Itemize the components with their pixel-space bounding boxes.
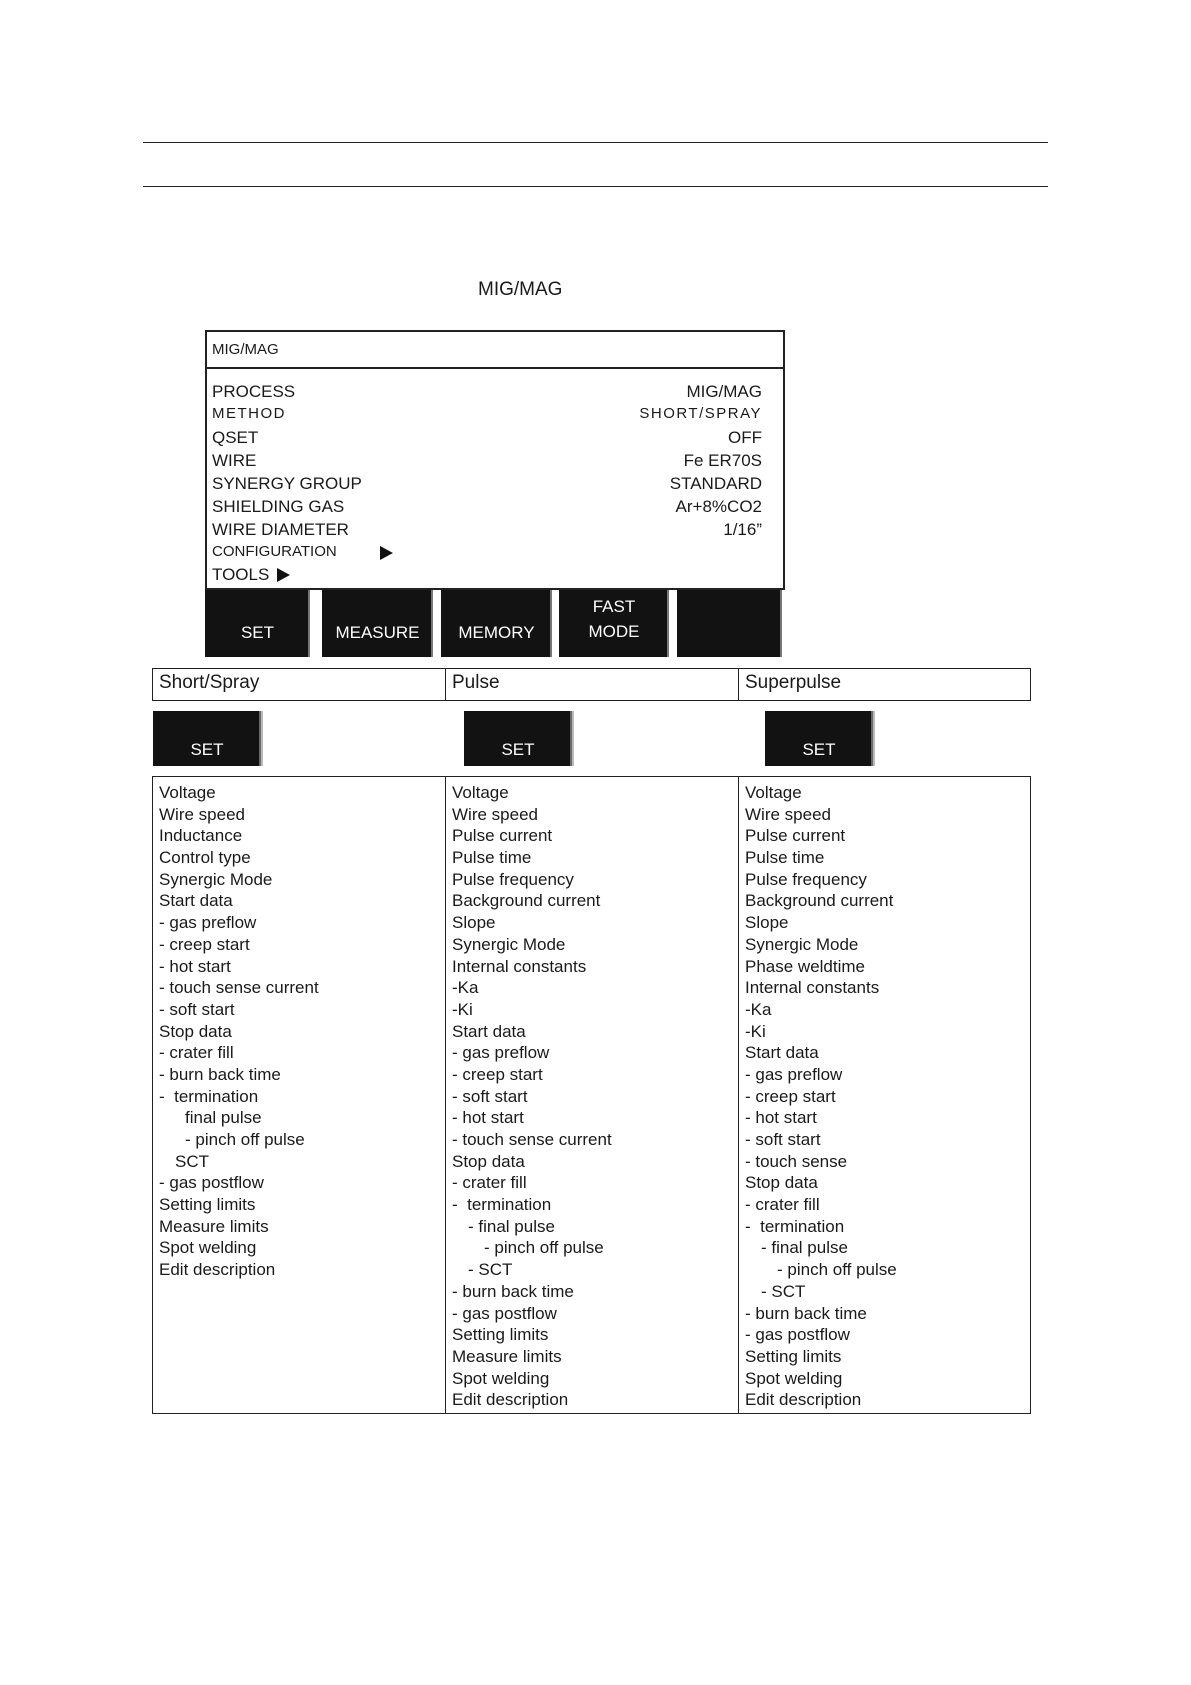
- parameter-item: Spot welding: [159, 1238, 257, 1258]
- set-button-superpulse[interactable]: [765, 711, 873, 766]
- menu-value: OFF: [728, 428, 762, 447]
- parameter-item: - burn back time: [745, 1303, 867, 1323]
- parameter-item: Synergic Mode: [745, 934, 859, 954]
- menu-row-qset[interactable]: [212, 428, 762, 450]
- parameter-item: - touch sense current: [159, 978, 319, 998]
- method-superpulse: Superpulse: [745, 672, 842, 693]
- memory-softkey[interactable]: [441, 590, 555, 657]
- menu-label: METHOD: [212, 405, 286, 422]
- parameter-item: - gas postflow: [745, 1325, 850, 1345]
- parameter-item: -Ki: [745, 1021, 766, 1041]
- parameter-item: Stop data: [452, 1151, 525, 1171]
- parameter-item: Edit description: [159, 1260, 276, 1280]
- parameter-item: Voltage: [452, 783, 509, 802]
- parameter-item: - hot start: [745, 1108, 817, 1128]
- parameter-item: Control type: [159, 848, 251, 868]
- method-header-row: [152, 668, 1031, 701]
- parameter-item: Measure limits: [159, 1216, 269, 1236]
- parameter-item: Edit description: [745, 1390, 862, 1410]
- parameter-item: Stop data: [159, 1021, 232, 1041]
- parameter-item: - burn back time: [159, 1064, 281, 1084]
- panel-header: MIG/MAG: [207, 332, 783, 369]
- parameter-item: - termination: [745, 1216, 845, 1236]
- set-softkey[interactable]: [205, 590, 313, 657]
- parameter-item: - creep start: [452, 1064, 543, 1084]
- parameter-item: - crater fill: [159, 1043, 234, 1063]
- parameter-item: - soft start: [452, 1086, 528, 1106]
- parameter-item: - burn back time: [452, 1281, 574, 1301]
- softkey-label: MEMORY: [458, 623, 535, 642]
- parameter-item: Synergic Mode: [159, 869, 273, 889]
- parameter-item: - final pulse: [761, 1238, 848, 1258]
- menu-value: SHORT/SPRAY: [639, 405, 762, 422]
- parameter-item: Inductance: [159, 826, 243, 846]
- parameter-item: - pinch off pulse: [484, 1238, 604, 1258]
- parameter-item: - termination: [159, 1086, 259, 1106]
- parameter-item: Start data: [745, 1043, 819, 1063]
- top-rule-1: [143, 142, 1048, 143]
- parameter-item: - touch sense current: [452, 1130, 612, 1149]
- parameter-item: Pulse current: [452, 826, 553, 846]
- parameter-item: Spot welding: [452, 1368, 550, 1388]
- submenu-arrow-icon: [277, 568, 290, 582]
- menu-row-tools[interactable]: [212, 565, 762, 587]
- parameter-item: Start data: [159, 891, 233, 911]
- menu-row-wire-diameter[interactable]: [212, 520, 762, 542]
- menu-label: WIRE DIAMETER: [212, 520, 349, 539]
- diagram-title: MIG/MAG: [478, 279, 563, 300]
- menu-row-shielding-gas[interactable]: [212, 497, 762, 519]
- parameter-item: Start data: [452, 1021, 526, 1041]
- menu-label: SHIELDING GAS: [212, 497, 345, 516]
- softkey-label: [559, 594, 669, 644]
- parameter-item: - gas preflow: [745, 1064, 843, 1084]
- parameter-item: - termination: [452, 1195, 552, 1215]
- menu-label: TOOLS: [212, 565, 270, 584]
- parameter-item: Pulse current: [745, 826, 846, 846]
- parameter-item: - pinch off pulse: [185, 1130, 305, 1149]
- parameter-item: Background current: [452, 891, 601, 911]
- parameter-item: Edit description: [452, 1390, 569, 1410]
- parameter-item: - gas postflow: [159, 1173, 264, 1193]
- softkey-label-line1: FAST: [592, 597, 636, 616]
- parameter-item: Setting limits: [745, 1346, 842, 1366]
- parameter-item: - gas preflow: [159, 913, 257, 933]
- set-label: SET: [501, 740, 535, 759]
- menu-label: PROCESS: [212, 382, 296, 401]
- parameter-item: Slope: [745, 913, 789, 933]
- parameter-item: - crater fill: [452, 1173, 527, 1193]
- parameter-item: - soft start: [159, 999, 235, 1019]
- parameter-item: Voltage: [159, 783, 216, 802]
- parameter-item: Stop data: [745, 1173, 818, 1193]
- menu-value: Ar+8%CO2: [675, 497, 762, 516]
- parameter-item: - hot start: [452, 1108, 524, 1128]
- parameter-item: final pulse: [185, 1108, 262, 1128]
- parameter-item: - pinch off pulse: [777, 1260, 897, 1280]
- parameter-item: - gas postflow: [452, 1303, 557, 1323]
- softkey-label-line2: MODE: [588, 622, 640, 641]
- set-button-pulse[interactable]: [464, 711, 572, 766]
- set-button-short-spray[interactable]: [153, 711, 261, 766]
- parameter-item: Pulse time: [452, 848, 532, 868]
- parameter-item: -Ki: [452, 999, 473, 1019]
- parameter-item: Internal constants: [452, 956, 587, 976]
- parameter-table: [152, 776, 1031, 1414]
- parameter-item: - final pulse: [468, 1216, 555, 1236]
- parameter-item: - hot start: [159, 956, 231, 976]
- menu-row-configuration[interactable]: [212, 543, 762, 565]
- menu-row-wire[interactable]: [212, 451, 762, 473]
- parameter-item: Wire speed: [159, 804, 245, 824]
- parameter-item: Synergic Mode: [452, 934, 566, 954]
- parameter-item: - creep start: [159, 934, 250, 954]
- set-label: SET: [802, 740, 836, 759]
- parameter-item: Phase weldtime: [745, 956, 866, 976]
- parameter-item: - SCT: [761, 1281, 806, 1301]
- parameter-item: Pulse time: [745, 848, 825, 868]
- menu-row-synergy-group[interactable]: [212, 474, 762, 496]
- menu-value: Fe ER70S: [683, 451, 762, 470]
- parameter-item: Pulse frequency: [745, 869, 867, 889]
- short-spray-parameter-list: [153, 777, 446, 1413]
- menu-label: WIRE: [212, 451, 257, 470]
- menu-label: CONFIGURATION: [212, 543, 337, 560]
- parameter-item: -Ka: [452, 978, 479, 998]
- measure-softkey[interactable]: [322, 590, 436, 657]
- superpulse-parameter-list: [739, 777, 1030, 1413]
- menu-value: 1/16”: [723, 520, 762, 539]
- parameter-item: Setting limits: [452, 1325, 549, 1345]
- top-rule-2: [143, 186, 1048, 187]
- parameter-item: - gas preflow: [452, 1043, 550, 1063]
- menu-value: STANDARD: [669, 474, 762, 493]
- fast-mode-softkey[interactable]: [559, 590, 672, 657]
- parameter-item: - touch sense: [745, 1151, 848, 1171]
- menu-label: SYNERGY GROUP: [212, 474, 362, 493]
- parameter-item: Internal constants: [745, 978, 880, 998]
- menu-row-process[interactable]: [212, 382, 762, 404]
- parameter-item: Background current: [745, 891, 894, 911]
- parameter-item: - crater fill: [745, 1195, 820, 1215]
- menu-label: QSET: [212, 428, 259, 447]
- parameter-item: Wire speed: [745, 804, 831, 824]
- parameter-item: - soft start: [745, 1130, 821, 1149]
- set-label: SET: [190, 740, 224, 759]
- parameter-item: Wire speed: [452, 804, 538, 824]
- panel-screen: [205, 330, 785, 590]
- parameter-item: Pulse frequency: [452, 869, 574, 889]
- parameter-item: - creep start: [745, 1086, 836, 1106]
- parameter-item: Measure limits: [452, 1346, 562, 1366]
- parameter-item: Voltage: [745, 783, 802, 802]
- menu-value: MIG/MAG: [686, 382, 762, 401]
- parameter-item: Slope: [452, 913, 496, 933]
- blank-softkey[interactable]: [677, 590, 782, 657]
- parameter-item: - SCT: [468, 1260, 513, 1280]
- softkey-label: SET: [240, 623, 275, 642]
- menu-row-method[interactable]: [212, 405, 762, 427]
- parameter-item: Setting limits: [159, 1195, 256, 1215]
- parameter-item: SCT: [175, 1151, 209, 1171]
- parameter-item: Spot welding: [745, 1368, 843, 1388]
- softkey-label: MEASURE: [335, 623, 420, 642]
- pulse-parameter-list: [446, 777, 739, 1413]
- method-short-spray: Short/Spray: [153, 669, 446, 700]
- method-pulse: Pulse: [446, 669, 739, 700]
- submenu-arrow-icon: [380, 546, 393, 560]
- parameter-item: -Ka: [745, 999, 772, 1019]
